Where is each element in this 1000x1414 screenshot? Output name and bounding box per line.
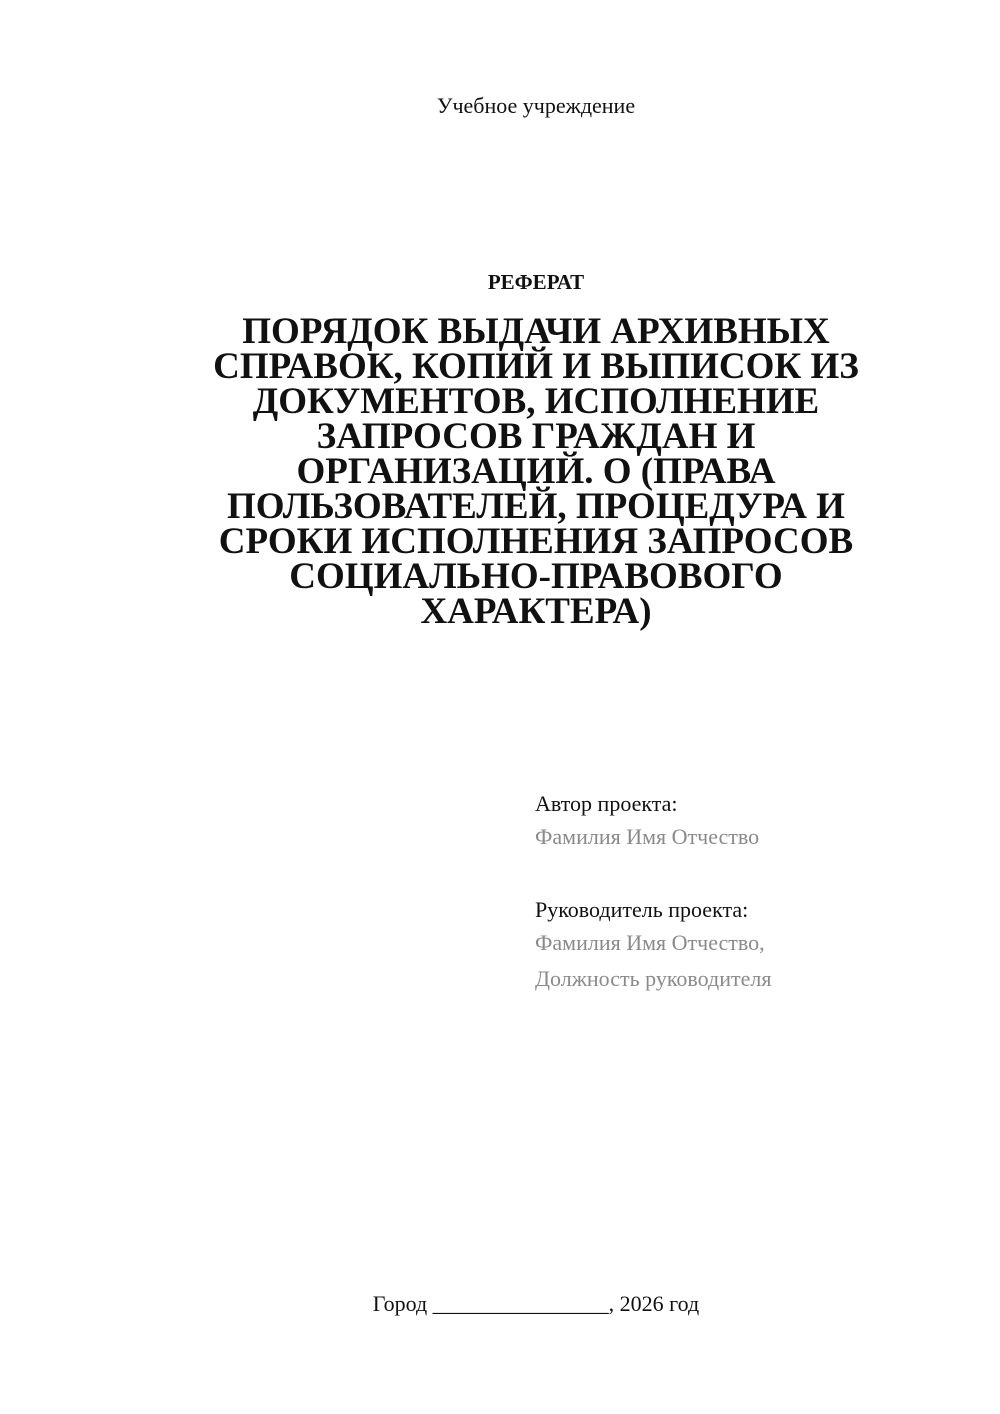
city-year-line: Город ________________, 2026 год bbox=[372, 1291, 700, 1316]
document-type: РЕФЕРАТ bbox=[487, 270, 585, 294]
document-title bbox=[180, 311, 892, 632]
title-line: СОЦИАЛЬНО-ПРАВОВОГО bbox=[289, 556, 783, 597]
author-block bbox=[535, 789, 975, 855]
supervisor-position: Должность руководителя bbox=[535, 966, 772, 991]
title-line: ХАРАКТЕРА) bbox=[420, 591, 652, 632]
author-name: Фамилия Имя Отчество bbox=[535, 824, 760, 849]
title-line: СРОКИ ИСПОЛНЕНИЯ ЗАПРОСОВ bbox=[218, 521, 854, 562]
title-line: СПРАВОК, КОПИЙ И ВЫПИСОК ИЗ bbox=[213, 346, 859, 387]
title-line: ПОЛЬЗОВАТЕЛЕЙ, ПРОЦЕДУРА И bbox=[227, 486, 845, 527]
supervisor-block bbox=[535, 895, 975, 997]
supervisor-name: Фамилия Имя Отчество, bbox=[535, 930, 765, 955]
title-line: ПОРЯДОК ВЫДАЧИ АРХИВНЫХ bbox=[242, 311, 830, 352]
supervisor-label: Руководитель проекта: bbox=[535, 897, 749, 922]
author-label: Автор проекта: bbox=[535, 791, 678, 816]
title-line: ЗАПРОСОВ ГРАЖДАН И bbox=[316, 416, 756, 457]
title-line: ДОКУМЕНТОВ, ИСПОЛНЕНИЕ bbox=[252, 381, 820, 422]
institution-name: Учебное учреждение bbox=[436, 93, 636, 118]
title-line: ОРГАНИЗАЦИЙ. О (ПРАВА bbox=[296, 451, 776, 492]
